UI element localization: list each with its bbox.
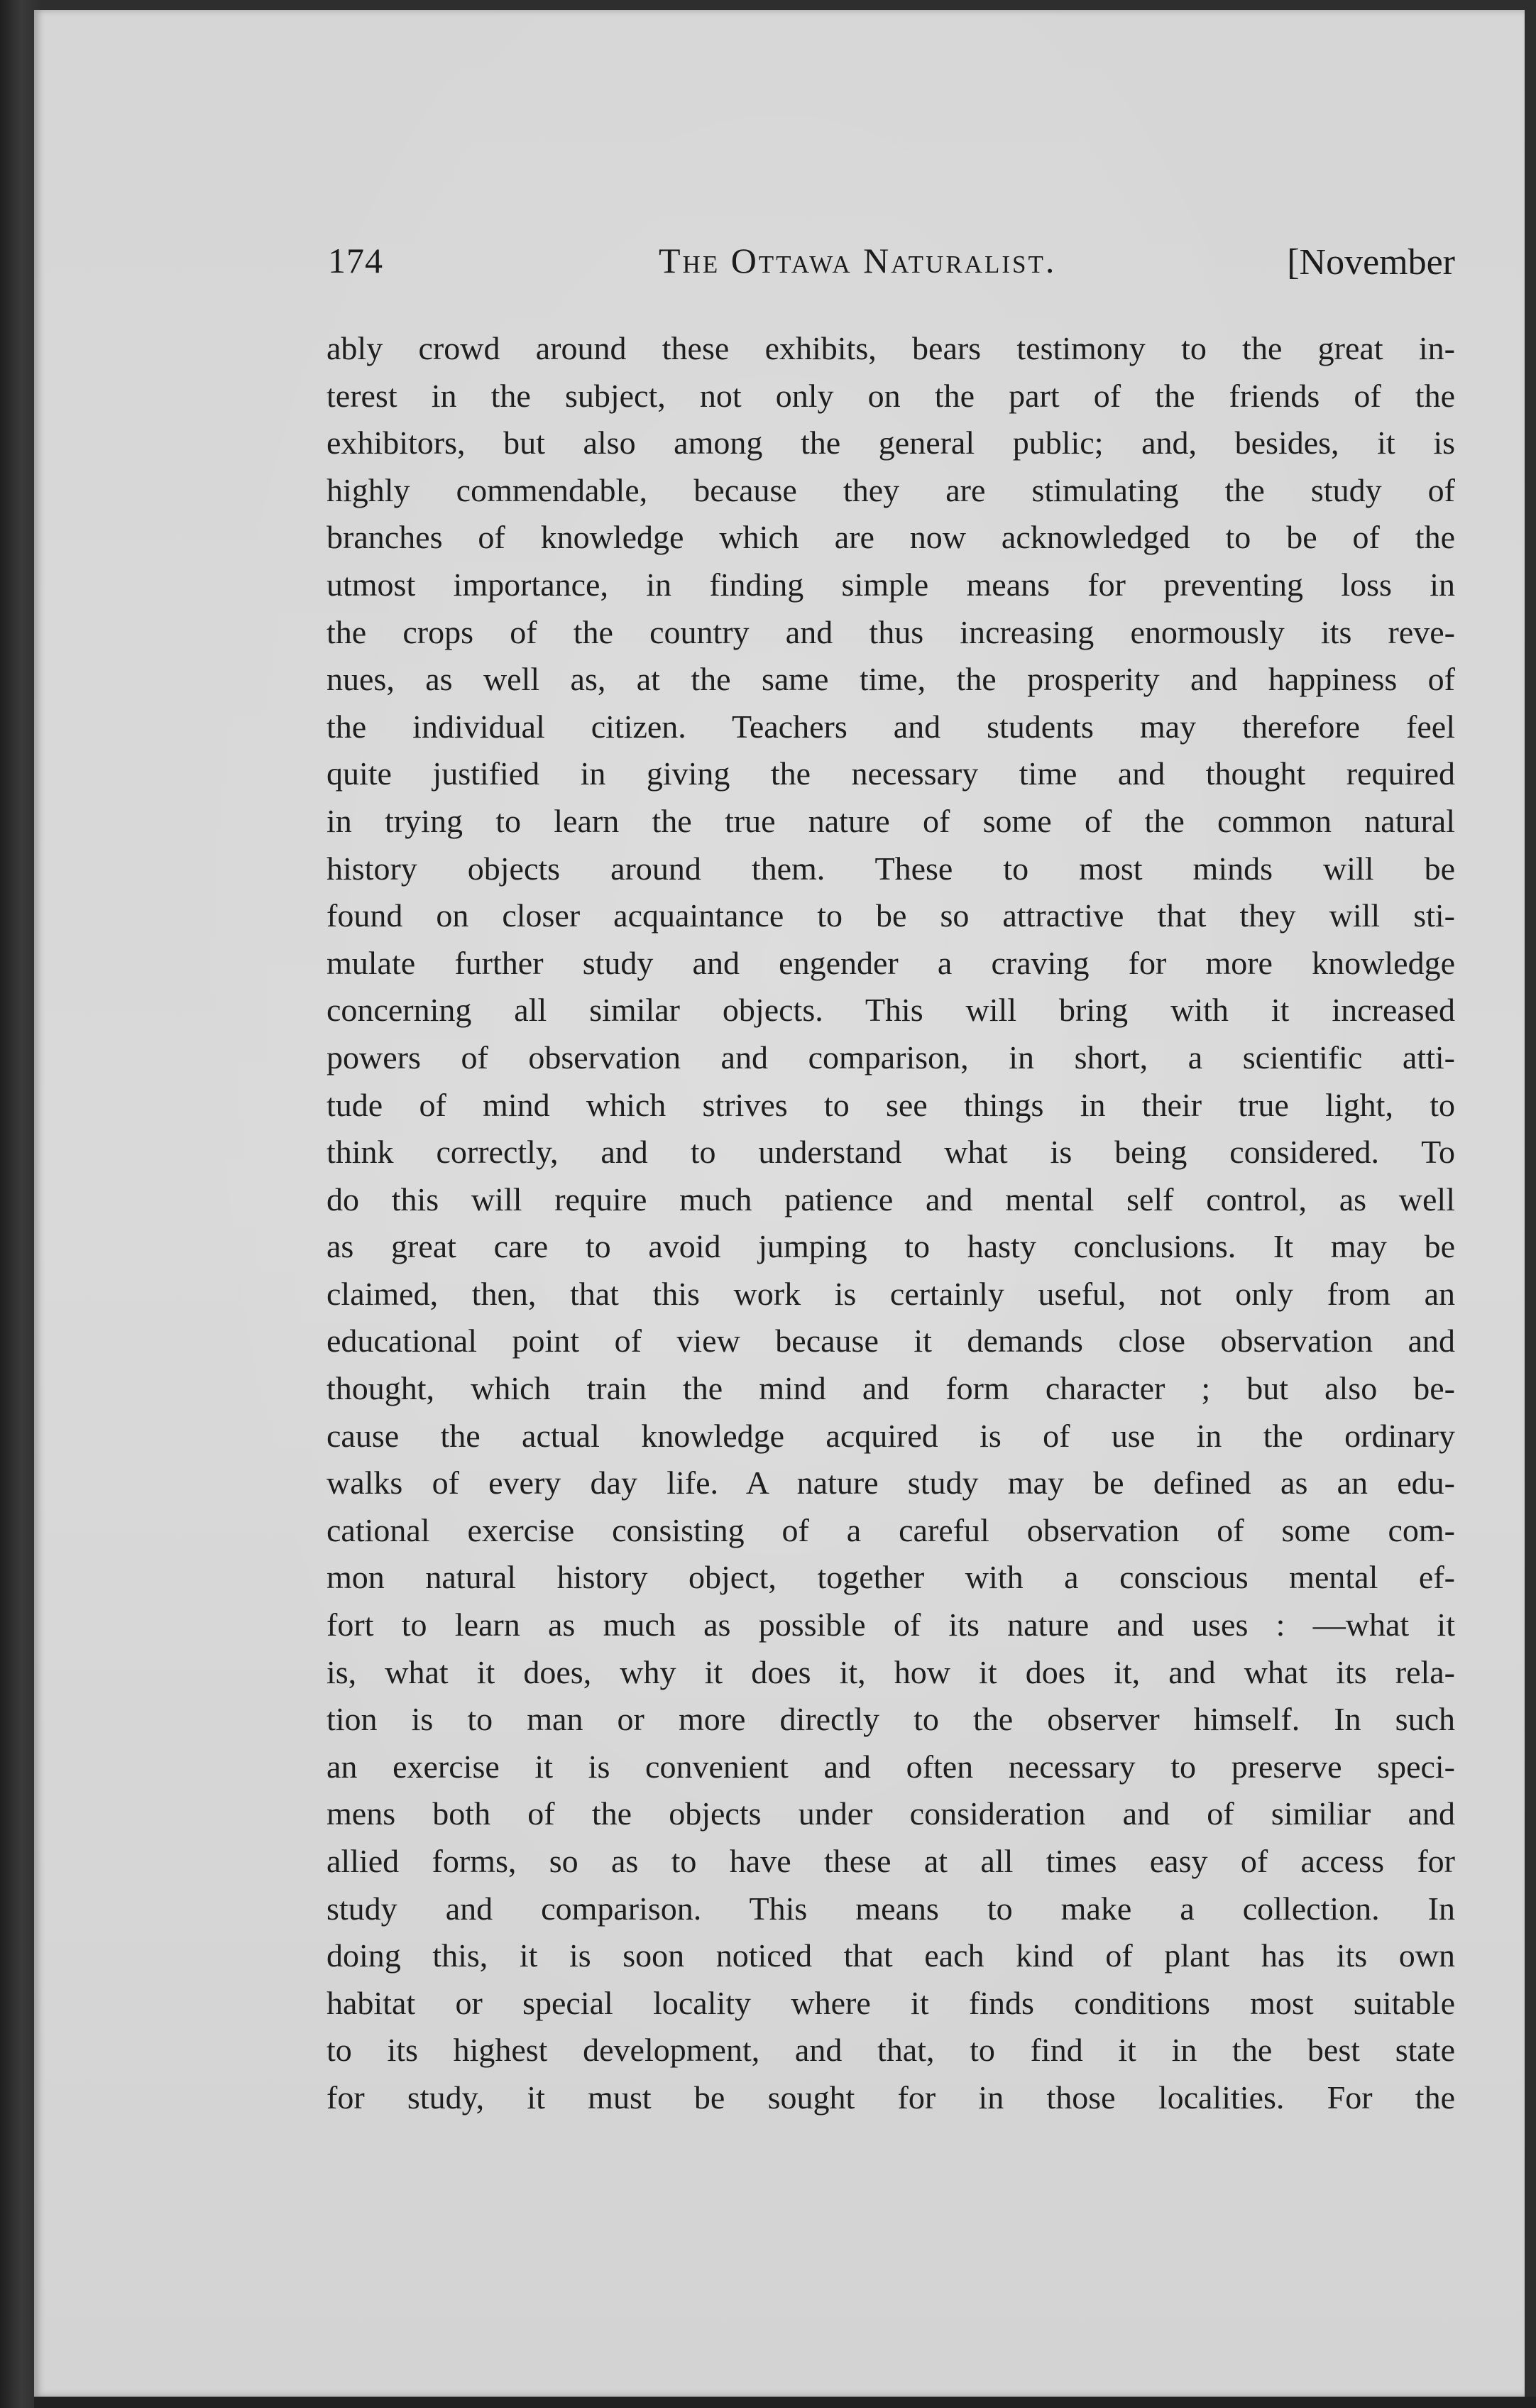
text-line: claimed, then, that this work is certainly useful, not only from an	[327, 1275, 1455, 1312]
page-bottom-edge	[34, 2397, 1536, 2408]
text-line: tion is to man or more directly to the observer himself. In such	[327, 1701, 1455, 1738]
text-line: educational point of view because it demands close observation and	[327, 1323, 1455, 1359]
text-line: an exercise it is convenient and often necessary to preserve speci-	[327, 1748, 1455, 1785]
text-line: for study, it must be sought for in those localities. For the	[327, 2079, 1455, 2116]
running-head	[328, 240, 1455, 297]
text-line: exhibitors, but also among the general public; and, besides, it is	[327, 425, 1455, 461]
text-line: habitat or special locality where it finds conditions most suitable	[327, 1984, 1455, 2021]
text-line: allied forms, so as to have these at all times easy of access for	[327, 1843, 1455, 1879]
page-number: 174	[328, 241, 383, 280]
text-line: doing this, it is soon noticed that each kind of plant has its own	[327, 1937, 1455, 1974]
text-line: walks of every day life. A nature study may be defined as an edu-	[327, 1465, 1455, 1501]
text-line: quite justified in giving the necessary time and thought required	[327, 755, 1455, 792]
text-line: the individual citizen. Teachers and students may therefore feel	[327, 708, 1455, 745]
text-line: mens both of the objects under consideration and of similiar and	[327, 1795, 1455, 1832]
text-line: think correctly, and to understand what is being considered. To	[327, 1134, 1455, 1171]
text-line: cause the actual knowledge acquired is of use in the ordinary	[327, 1417, 1455, 1454]
text-line: thought, which train the mind and form character ; but also be-	[327, 1370, 1455, 1407]
journal-title: The Ottawa Naturalist.	[659, 241, 1057, 280]
text-line: nues, as well as, at the same time, the prosperity and happiness of	[327, 661, 1455, 698]
issue-month: [November	[1287, 242, 1455, 283]
text-line: the crops of the country and thus increasing enormously its reve-	[327, 613, 1455, 650]
text-line: to its highest development, and that, to find it in the best state	[327, 2032, 1455, 2069]
text-line: mon natural history object, together with a conscious mental ef-	[327, 1559, 1455, 1596]
text-line: do this will require much patience and mental self control, as well	[327, 1181, 1455, 1217]
text-line: terest in the subject, not only on the part of the friends of the	[327, 377, 1455, 414]
text-line: tude of mind which strives to see things in their true light, to	[327, 1086, 1455, 1123]
text-line: concerning all similar objects. This will bring with it increased	[327, 992, 1455, 1029]
text-line: is, what it does, why it does it, how it does it, and what its rela-	[327, 1653, 1455, 1690]
text-line: mulate further study and engender a craving for more knowledge	[327, 944, 1455, 981]
text-line: branches of knowledge which are now acknowledged to be of the	[327, 519, 1455, 556]
text-line: study and comparison. This means to make a collection. In	[327, 1890, 1455, 1927]
text-line: cational exercise consisting of a careful observation of some com-	[327, 1511, 1455, 1548]
text-line: history objects around them. These to most minds will be	[327, 850, 1455, 887]
text-line: utmost importance, in finding simple means for preventing loss in	[327, 566, 1455, 603]
text-line: highly commendable, because they are stimulating the study of	[327, 471, 1455, 508]
text-line: found on closer acquaintance to be so attractive that they will sti-	[327, 897, 1455, 934]
text-line: fort to learn as much as possible of its nature and uses : —what it	[327, 1607, 1455, 1643]
text-line: in trying to learn the true nature of some of the common natural	[327, 802, 1455, 839]
body-text	[327, 325, 1455, 2122]
text-line: ably crowd around these exhibits, bears testimony to the great in-	[327, 330, 1455, 366]
text-line: as great care to avoid jumping to hasty conclusions. It may be	[327, 1228, 1455, 1265]
text-line: powers of observation and comparison, in short, a scientific atti-	[327, 1039, 1455, 1076]
